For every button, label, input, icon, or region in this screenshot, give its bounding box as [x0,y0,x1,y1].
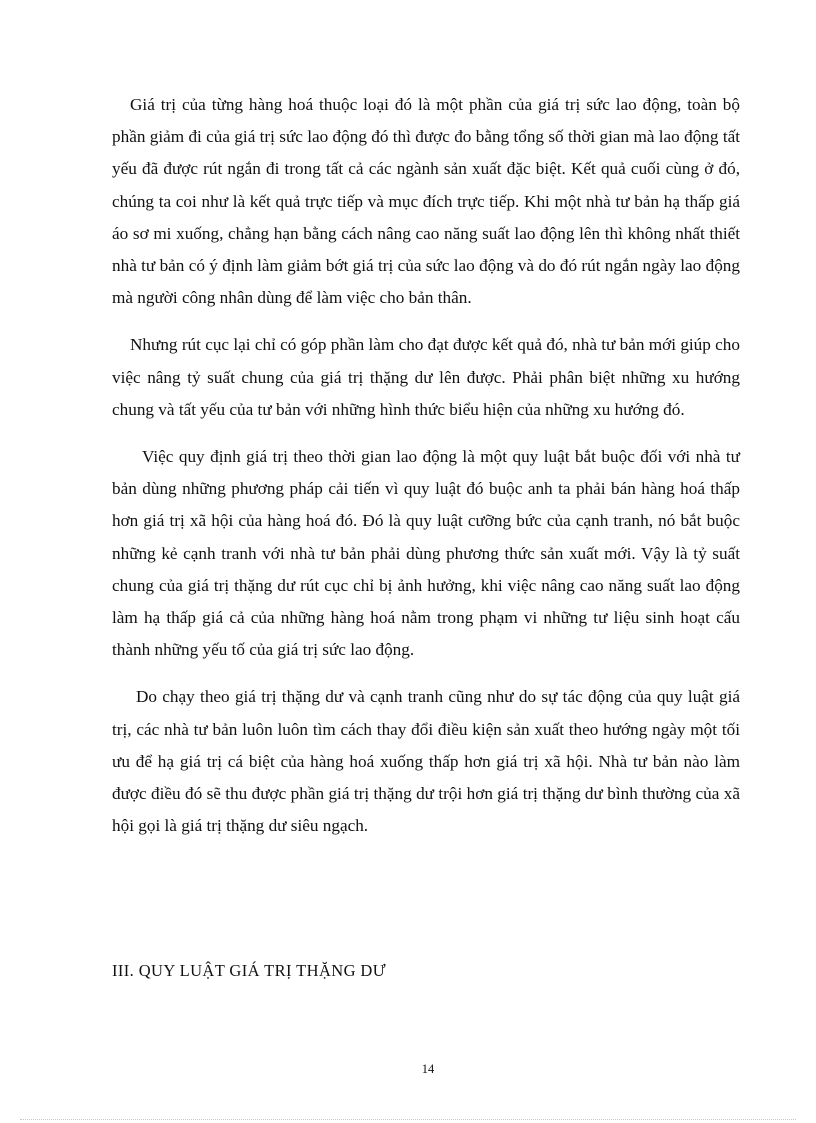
page-number: 14 [421,1062,435,1076]
paragraph-1: Giá trị của từng hàng hoá thuộc loại đó là một phần của giá trị sức lao động, toàn bộ phần giảm đi của giá trị sức lao động đó thì được đo bằng tổng số thời gian mà lao động tất yếu đã được rút ngắn đi trong tất cả các ngành sản xuất đặc biệt. Kết quả cuối cùng ở đó, chúng ta coi như là kết quả trực tiếp và mục đích trực tiếp. Khi một nhà tư bản hạ thấp giá áo sơ mi xuống, chẳng hạn bằng cách nâng cao năng suất lao động lên thì không nhất thiết nhà tư bản có ý định làm giảm bớt giá trị của sức lao động và do đó rút ngắn ngày lao động mà người công nhân dùng để làm việc cho bản thân. [112,95,740,308]
paragraph-4: Do chạy theo giá trị thặng dư và cạnh tranh cũng như do sự tác động của quy luật giá trị, các nhà tư bản luôn luôn tìm cách thay đổi điều kiện sản xuất theo hướng ngày một tối ưu để hạ giá trị cá biệt của hàng hoá xuống thấp hơn giá trị xã hội. Nhà tư bản nào làm được điều đó sẽ thu được phần giá trị thặng dư trội hơn giá trị thặng dư bình thường của xã hội gọi là giá trị thặng dư siêu ngạch. [112,687,740,836]
body-text [112,89,740,842]
section-heading: III. QUY LUẬT GIÁ TRỊ THẶNG DƯ [112,961,386,980]
paragraph-2: Nhưng rút cục lại chỉ có góp phần làm cho đạt được kết quả đó, nhà tư bản mới giúp cho việc nâng tỷ suất chung của giá trị thặng dư lên được. Phải phân biệt những xu hướng chung và tất yếu của tư bản với những hình thức biểu hiện của những xu hướng đó. [112,335,740,419]
paragraph-3: Việc quy định giá trị theo thời gian lao động là một quy luật bắt buộc đối với nhà tư bản dùng những phương pháp cải tiến vì quy luật đó buộc anh ta phải bán hàng hoá thấp hơn giá trị xã hội của hàng hoá đó. Đó là quy luật cưỡng bức của cạnh tranh, nó bắt buộc những kẻ cạnh tranh với nhà tư bản phải dùng phương thức sản xuất mới. Vậy là tỷ suất chung của giá trị thặng dư rút cục chỉ bị ảnh hưởng, khi việc nâng cao năng suất lao động làm hạ thấp giá cả của những hàng hoá nằm trong phạm vi những tư liệu sinh hoạt cấu thành những yếu tố của giá trị sức lao động. [112,447,740,660]
page-bottom-divider [20,1119,796,1120]
